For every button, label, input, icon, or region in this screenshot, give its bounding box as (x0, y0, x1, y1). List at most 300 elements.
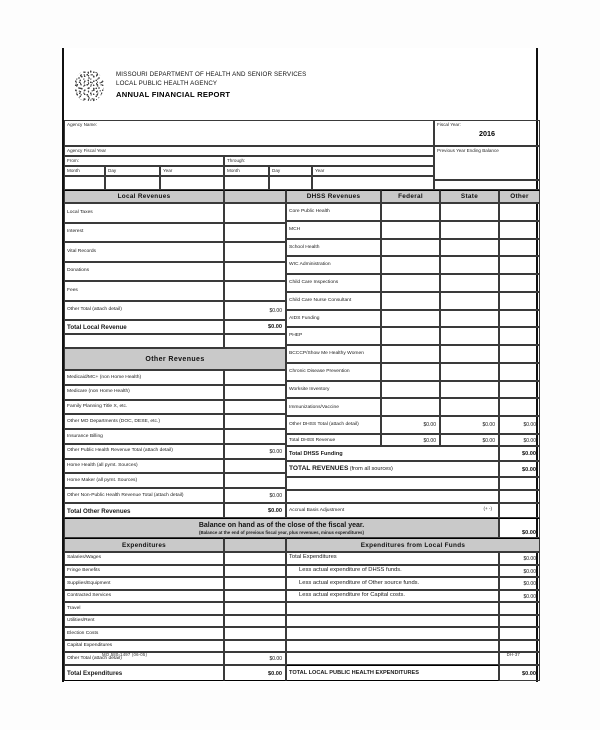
other-revenue-row-value[interactable] (224, 385, 286, 400)
dhss-blank-row-1 (286, 477, 499, 490)
expenditure-row-value[interactable] (224, 590, 286, 603)
dhss-row-other[interactable] (499, 345, 540, 363)
dhss-state-value (441, 257, 498, 262)
local-revenue-row-label (64, 203, 224, 223)
from-band (64, 156, 224, 166)
previous-year-balance-input[interactable] (434, 180, 540, 190)
dhss-state-value (441, 222, 498, 227)
other-revenue-label: Family Planning Title X, etc. (67, 404, 128, 410)
other-revenue-row-value[interactable] (224, 444, 286, 459)
local-funds-row-label (286, 640, 499, 653)
dhss-row-label (286, 274, 381, 292)
dhss-row-label (286, 239, 381, 257)
other-revenue-label: Home Health (all pymt. Sources) (67, 463, 138, 469)
expenditure-row-value[interactable] (224, 640, 286, 653)
column-header-federal: Federal (381, 190, 440, 203)
dhss-row-label (286, 363, 381, 381)
dhss-row-label (286, 345, 381, 363)
dhss-row-other[interactable] (499, 292, 540, 310)
dhss-row-federal[interactable] (381, 345, 440, 363)
balance-on-hand-title: Balance on hand as of the close of the fiscal year. (198, 521, 365, 529)
balance-on-hand-subtitle: (Balance at the end of previous fiscal year, plus revenues, minus expenditures) (199, 529, 364, 535)
agency-line-2: LOCAL PUBLIC HEALTH AGENCY (116, 80, 218, 87)
local-revenue-label: Other Total (attach detail) (67, 307, 122, 313)
total-expenditures-value-cell (224, 665, 286, 681)
total-revenues-note: (from all sources) (349, 465, 393, 472)
agency-line-1: MISSOURI DEPARTMENT OF HEALTH AND SENIOR SERVICES (116, 71, 307, 78)
dhss-row-federal[interactable] (381, 327, 440, 345)
total-expenditures-value: $0.00 (268, 670, 282, 677)
dhss-federal-value (382, 204, 439, 209)
local-funds-row-value (499, 577, 540, 590)
through-day-header (269, 166, 312, 176)
dhss-row-federal[interactable] (381, 203, 440, 221)
dhss-row-other[interactable] (499, 203, 540, 221)
dhss-other-value (500, 222, 539, 227)
dhss-row-state[interactable] (440, 310, 499, 328)
dhss-row-state[interactable] (440, 363, 499, 381)
form-page (62, 48, 538, 682)
dhss-row-other[interactable] (499, 221, 540, 239)
section-header-expenditures-local-funds: Expenditures from Local Funds (286, 538, 540, 552)
expenditure-row-value[interactable] (224, 652, 286, 665)
local-funds-row-label (286, 552, 499, 565)
from-month-header (64, 166, 105, 176)
state-seal-icon (74, 70, 104, 102)
dhss-row-state[interactable] (440, 327, 499, 345)
other-revenue-label: Insurance Billing (67, 433, 103, 439)
total-expenditures-label: Total Expenditures (67, 670, 123, 678)
other-revenue-row-label (64, 459, 224, 474)
dhss-other-value (500, 346, 539, 351)
dhss-row-state[interactable] (440, 345, 499, 363)
dhss-row-federal[interactable] (381, 274, 440, 292)
dhss-federal-value (382, 346, 439, 351)
previous-year-ending-balance-field[interactable] (434, 146, 540, 180)
other-revenue-value: $0.00 (269, 448, 282, 455)
other-revenue-value (225, 415, 285, 419)
dhss-row-federal[interactable] (381, 310, 440, 328)
local-funds-row-value (499, 627, 540, 640)
agency-fiscal-year-label: Agency Fiscal Year (67, 148, 107, 153)
expenditure-row-label (64, 577, 224, 590)
dhss-state-value (441, 382, 498, 387)
local-revenue-row-value[interactable] (224, 301, 286, 321)
dhss-label: Chronic Disease Prevention (289, 369, 350, 374)
dhss-label: Worksite Inventory (289, 386, 330, 392)
other-revenue-row-label (64, 414, 224, 429)
local-funds-value: $0.00 (523, 593, 536, 600)
other-revenue-label: Medicare (non Home Health) (67, 389, 130, 395)
dhss-label: Other DHSS Total (attach detail) (289, 422, 359, 428)
section-header-other-revenues: Other Revenues (64, 348, 286, 370)
expenditure-row-value[interactable] (224, 552, 286, 565)
agency-name-field[interactable] (64, 120, 434, 146)
local-spacer-row-value (224, 334, 286, 348)
other-revenue-row-value[interactable] (224, 400, 286, 415)
total-other-revenues-label: Total Other Revenues (67, 507, 131, 515)
balance-on-hand-value: $0.00 (522, 530, 536, 536)
column-header-local-revenues: Local Revenues (64, 190, 224, 203)
balance-on-hand-value-cell (499, 518, 540, 538)
other-revenue-row-value[interactable] (224, 488, 286, 503)
dhss-row-other[interactable] (499, 310, 540, 328)
local-revenue-label: Interest (67, 229, 84, 235)
from-year-label: Year (163, 168, 173, 173)
total-local-public-health-expenditures-value-cell (499, 665, 540, 681)
from-label: From: (67, 158, 79, 163)
expenditure-label: Travel (67, 605, 81, 611)
dhss-state-value (441, 293, 498, 298)
agency-fiscal-year-band (64, 146, 434, 156)
other-revenue-row-value[interactable] (224, 429, 286, 444)
local-funds-value (500, 641, 539, 644)
dhss-state-value (441, 204, 498, 209)
column-header-local-revenues-amount (224, 190, 286, 203)
dhss-other-value (500, 382, 539, 387)
dhss-other-value (500, 240, 539, 245)
dhss-row-state[interactable] (440, 381, 499, 399)
expenditure-row-value[interactable] (224, 602, 286, 615)
dhss-federal-value (382, 275, 439, 280)
from-day-header (105, 166, 160, 176)
dhss-row-label (286, 256, 381, 274)
total-other-revenues-label-cell (64, 503, 224, 518)
dhss-row-state[interactable] (440, 416, 499, 434)
dhss-other-value (500, 293, 539, 298)
accrual-basis-adjustment-value-cell[interactable] (499, 503, 540, 518)
local-funds-row-value (499, 590, 540, 603)
local-revenue-value (225, 204, 285, 210)
expenditure-label: Capital Expenditures (67, 643, 113, 649)
other-revenue-row-label (64, 473, 224, 488)
column-header-dhss-revenues: DHSS Revenues (286, 190, 381, 203)
footer-document-code: DH-37 (506, 652, 520, 657)
local-funds-row-label (286, 652, 499, 665)
dhss-row-federal[interactable] (381, 239, 440, 257)
dhss-row-state[interactable] (440, 203, 499, 221)
agency-name-value (65, 127, 433, 129)
dhss-row-other[interactable] (499, 239, 540, 257)
total-revenues-label-wrap (287, 466, 395, 473)
dhss-row-federal[interactable] (381, 256, 440, 274)
expenditure-row-value[interactable] (224, 577, 286, 590)
expenditure-row-label (64, 615, 224, 628)
local-revenue-value (225, 263, 285, 269)
local-funds-label: Total Expenditures (289, 554, 337, 561)
dhss-row-label (286, 310, 381, 328)
expenditure-label: Utilities/Rent (67, 618, 95, 624)
dhss-row-state[interactable] (440, 398, 499, 416)
agency-name-label: Agency Name: (67, 122, 98, 127)
local-funds-row-value (499, 602, 540, 615)
expenditure-row-value[interactable] (224, 615, 286, 628)
local-funds-label: Less actual expenditure of DHSS funds. (299, 567, 402, 574)
local-funds-value: $0.00 (523, 581, 536, 588)
local-funds-row-value (499, 640, 540, 653)
dhss-federal-value (382, 257, 439, 262)
from-year-header (160, 166, 224, 176)
other-revenue-row-value[interactable] (224, 459, 286, 474)
total-local-revenue-value-cell (224, 320, 286, 334)
expenditure-row-label (64, 590, 224, 603)
total-dhss-revenue-other: $0.00 (523, 437, 536, 444)
other-revenue-value (225, 386, 285, 390)
local-revenue-row-label (64, 223, 224, 243)
dhss-row-federal[interactable] (381, 221, 440, 239)
dhss-federal-value: $0.00 (423, 422, 436, 429)
other-revenue-row-value[interactable] (224, 414, 286, 429)
through-month-header (224, 166, 269, 176)
dhss-row-other[interactable] (499, 363, 540, 381)
dhss-other-value (500, 204, 539, 209)
dhss-federal-value (382, 293, 439, 298)
local-funds-row-label (286, 577, 499, 590)
dhss-row-label (286, 221, 381, 239)
dhss-other-value (500, 364, 539, 369)
dhss-federal-value (382, 222, 439, 227)
expenditure-row-label (64, 640, 224, 653)
total-dhss-funding-value-cell (499, 446, 540, 461)
local-funds-row-value (499, 565, 540, 578)
dhss-row-label (286, 416, 381, 434)
other-revenue-row-value[interactable] (224, 370, 286, 385)
through-day-value (270, 177, 311, 179)
local-funds-row-label (286, 602, 499, 615)
dhss-federal-value (382, 399, 439, 404)
dhss-label: BCCCP/Show Me Healthy Women (289, 351, 364, 357)
section-header-expenditures-amount (224, 538, 286, 552)
dhss-federal-value (382, 364, 439, 369)
expenditure-value (225, 641, 285, 644)
expenditure-row-value[interactable] (224, 565, 286, 578)
dhss-other-value (500, 257, 539, 262)
dhss-row-other[interactable] (499, 416, 540, 434)
total-revenues-label: TOTAL REVENUES (289, 464, 349, 472)
through-day-input[interactable] (269, 176, 312, 190)
dhss-row-label (286, 203, 381, 221)
expenditure-value (225, 628, 285, 631)
other-revenue-value: $0.00 (269, 493, 282, 500)
dhss-state-value (441, 364, 498, 369)
dhss-row-label (286, 381, 381, 399)
expenditure-label: Election Costs (67, 630, 99, 636)
dhss-federal-value (382, 311, 439, 316)
through-year-header (312, 166, 434, 176)
total-local-revenue-label-cell (64, 320, 224, 334)
expenditure-value (225, 616, 285, 619)
other-revenue-row-label (64, 444, 224, 459)
dhss-row-label (286, 398, 381, 416)
local-revenue-row-value[interactable] (224, 223, 286, 243)
local-revenue-row-value[interactable] (224, 203, 286, 223)
dhss-row-state[interactable] (440, 239, 499, 257)
dhss-state-value (441, 399, 498, 404)
local-funds-row-label (286, 590, 499, 603)
local-funds-row-label (286, 565, 499, 578)
dhss-row-other[interactable] (499, 381, 540, 399)
through-month-value (225, 177, 268, 179)
total-dhss-funding-label: Total DHSS Funding (289, 450, 343, 457)
local-spacer-row (64, 334, 224, 348)
dhss-state-value (441, 240, 498, 245)
form-title: ANNUAL FINANCIAL REPORT (116, 90, 231, 99)
expenditure-label: Supplies/Equipment (67, 580, 111, 586)
local-revenue-label: Fees (67, 287, 78, 293)
dhss-label: Child Care Nurse Consultant (289, 297, 352, 303)
total-dhss-revenue-federal: $0.00 (423, 437, 436, 444)
expenditure-row-label (64, 552, 224, 565)
dhss-row-federal[interactable] (381, 416, 440, 434)
local-funds-row-label (286, 627, 499, 640)
local-funds-row-value (499, 615, 540, 628)
other-revenue-value (225, 401, 285, 405)
accrual-basis-adjustment-label-cell (286, 503, 499, 518)
from-month-label: Month (67, 168, 80, 173)
local-funds-value (500, 603, 539, 606)
expenditure-label: Contracted Services (67, 593, 112, 599)
local-revenue-value (225, 243, 285, 249)
fiscal-year-label: Fiscal Year: (437, 122, 461, 127)
dhss-row-federal[interactable] (381, 381, 440, 399)
total-revenues-label-cell (286, 461, 499, 477)
dhss-federal-value (382, 328, 439, 333)
other-revenue-row-label (64, 429, 224, 444)
dhss-other-value (500, 399, 539, 404)
dhss-label: AIDS Funding (289, 315, 320, 321)
total-revenues-value: $0.00 (522, 466, 536, 473)
local-revenue-row-label (64, 242, 224, 262)
expenditure-row-label (64, 565, 224, 578)
total-other-revenues-value-cell (224, 503, 286, 518)
local-revenue-label: Vital Records (67, 248, 96, 254)
from-month-input[interactable] (64, 176, 105, 190)
local-funds-row-value (499, 552, 540, 565)
dhss-federal-value (382, 382, 439, 387)
other-revenue-row-label (64, 385, 224, 400)
from-year-value (161, 177, 223, 179)
from-month-value (65, 177, 104, 179)
other-revenue-value (225, 474, 285, 478)
dhss-row-other[interactable] (499, 274, 540, 292)
previous-year-ending-balance-label: Previous Year Ending Balance (437, 148, 499, 153)
dhss-blank-row-2-value (499, 490, 540, 503)
dhss-row-state[interactable] (440, 274, 499, 292)
dhss-row-other[interactable] (499, 327, 540, 345)
dhss-other-value (500, 311, 539, 316)
local-funds-label: Less actual expenditure for Capital costs. (299, 592, 406, 599)
dhss-row-other[interactable] (499, 398, 540, 416)
expenditure-row-label (64, 627, 224, 640)
dhss-label: Immunizations/Vaccine (289, 404, 339, 410)
dhss-blank-row-1-value (499, 477, 540, 490)
local-revenue-row-value[interactable] (224, 242, 286, 262)
section-header-expenditures: Expenditures (64, 538, 224, 552)
total-other-revenues-value: $0.00 (268, 507, 282, 514)
local-revenue-value (225, 282, 285, 288)
dhss-row-state[interactable] (440, 221, 499, 239)
total-dhss-revenue-state: $0.00 (482, 437, 495, 444)
accrual-basis-adjustment-label: Accrual Basis Adjustment (289, 508, 345, 514)
expenditure-label: Fringe Benefits (67, 568, 100, 574)
total-expenditures-label-cell (64, 665, 224, 681)
local-revenue-row-value[interactable] (224, 262, 286, 282)
other-revenue-value (225, 430, 285, 434)
dhss-state-value (441, 328, 498, 333)
masthead (72, 70, 532, 112)
expenditure-value (225, 578, 285, 581)
balance-on-hand-band (64, 518, 499, 538)
expenditure-value (225, 553, 285, 556)
dhss-other-value: $0.00 (523, 422, 536, 429)
local-funds-value: $0.00 (523, 568, 536, 575)
local-funds-row-label (286, 615, 499, 628)
local-funds-value (500, 628, 539, 631)
expenditure-value (225, 591, 285, 594)
dhss-row-federal[interactable] (381, 398, 440, 416)
total-dhss-revenue-label: Total DHSS Revenue (289, 437, 336, 443)
dhss-label: Child Care Inspections (289, 280, 339, 286)
dhss-label: PHEP (289, 333, 303, 339)
total-dhss-funding-label-cell (286, 446, 499, 461)
other-revenue-value (225, 371, 285, 375)
dhss-label: School Health (289, 244, 320, 250)
other-revenue-row-label (64, 400, 224, 415)
expenditure-value (225, 603, 285, 606)
dhss-row-federal[interactable] (381, 363, 440, 381)
total-dhss-revenue-label-cell (286, 434, 381, 446)
dhss-blank-row-2 (286, 490, 499, 503)
through-label: Through: (227, 158, 246, 163)
total-local-revenue-label: Total Local Revenue (67, 324, 127, 332)
local-revenue-label: Donations (67, 268, 90, 274)
expenditure-value: $0.00 (269, 656, 282, 663)
other-revenue-label: Medicaid/MC+ (non Home Health) (67, 374, 142, 380)
through-year-label: Year (315, 168, 325, 173)
total-revenues-value-cell (499, 461, 540, 477)
expenditure-row-value[interactable] (224, 627, 286, 640)
total-dhss-revenue-state-cell (440, 434, 499, 446)
from-day-input[interactable] (105, 176, 160, 190)
total-dhss-revenue-federal-cell (381, 434, 440, 446)
dhss-state-value (441, 311, 498, 316)
local-revenue-row-label (64, 262, 224, 282)
through-year-input[interactable] (312, 176, 434, 190)
local-funds-value: $0.00 (523, 556, 536, 562)
fiscal-year-value: 2016 (479, 129, 495, 138)
local-revenue-value: $0.00 (269, 307, 282, 314)
through-month-input[interactable] (224, 176, 269, 190)
dhss-row-label (286, 327, 381, 345)
dhss-row-state[interactable] (440, 292, 499, 310)
through-band (224, 156, 434, 166)
dhss-row-state[interactable] (440, 256, 499, 274)
from-day-value (106, 177, 159, 179)
fiscal-year-field[interactable] (434, 120, 540, 146)
other-revenue-row-value[interactable] (224, 473, 286, 488)
dhss-state-value (441, 346, 498, 351)
local-revenue-label: Local Taxes (67, 209, 93, 215)
local-revenue-row-value[interactable] (224, 281, 286, 301)
dhss-row-federal[interactable] (381, 292, 440, 310)
local-funds-label: Less actual expenditure of Other source funds. (299, 579, 420, 586)
total-dhss-funding-value: $0.00 (522, 451, 536, 457)
footer-form-number: MO 580-1497 (06-05) (102, 652, 148, 657)
through-year-value (313, 177, 433, 179)
dhss-row-other[interactable] (499, 256, 540, 274)
column-header-state: State (440, 190, 499, 203)
from-year-input[interactable] (160, 176, 224, 190)
